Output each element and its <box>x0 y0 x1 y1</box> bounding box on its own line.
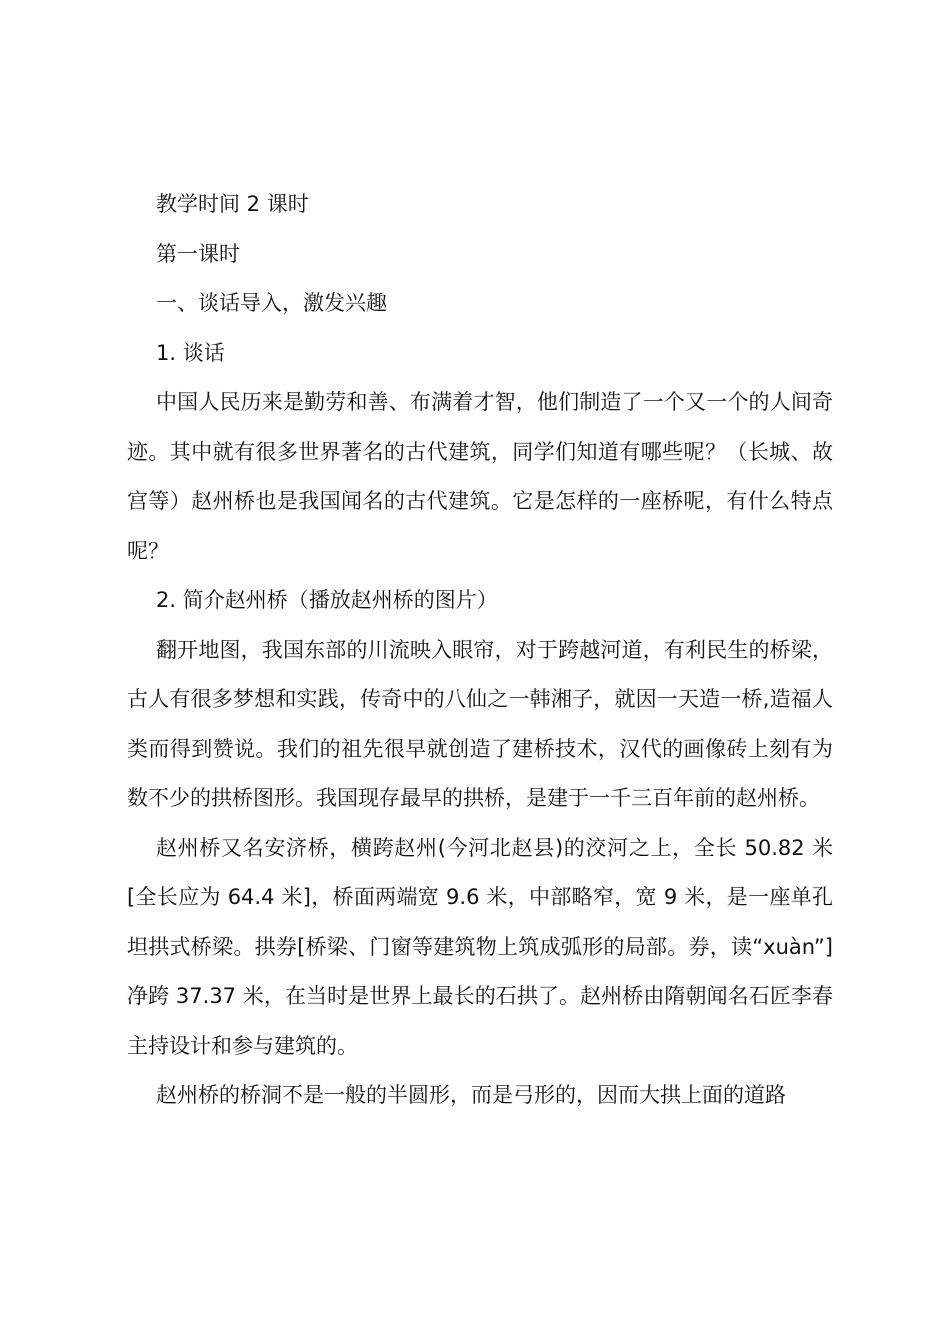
intro-paragraph: 中国人民历来是勤劳和善、布满着才智，他们制造了一个又一个的人间奇迹。其中就有很多世界著名的古代建筑，同学们知道有哪些呢？（长城、故宫等）赵州桥也是我国闻名的古代建筑。它是怎样的一座桥呢，有什么特点呢？ <box>127 390 833 563</box>
document-body <box>127 180 833 1121</box>
section-one-heading: 一、谈话导入，激发兴趣 <box>156 291 387 315</box>
teaching-time-line: 教学时间 2 课时 <box>156 192 309 216</box>
subsection-bridge-intro-heading: 2. 简介赵州桥（播放赵州桥的图片） <box>156 588 498 612</box>
map-paragraph: 翻开地图，我国东部的川流映入眼帘，对于跨越河道，有利民生的桥梁，古人有很多梦想和实践，传奇中的八仙之一韩湘子，就因一天造一桥,造福人类而得到赞说。我们的祖先很早就创造了建桥技术，汉代的画像砖上刻有为数不少的拱桥图形。我国现存最早的拱桥，是建于一千三百年前的赵州桥。 <box>127 637 833 810</box>
bridge-facts-paragraph: 赵州桥又名安济桥，横跨赵州(今河北赵县)的洨河之上，全长 50.82 米[全长应为 64.4 米]，桥面两端宽 9.6 米，中部略窄，宽 9 米，是一座单孔坦拱式桥梁。拱券[桥梁、门窗等建筑物上筑成弧形的局部。券，读“xuàn”]净跨 37.37 米，在当时是世界上最长的石拱了。赵州桥由隋朝闻名石匠李春主持设计和参与建筑的。 <box>127 835 833 1058</box>
bridge-arch-paragraph: 赵州桥的桥洞不是一般的半圆形，而是弓形的，因而大拱上面的道路 <box>156 1083 786 1107</box>
lesson-one-heading: 第一课时 <box>156 241 240 266</box>
subsection-talk-heading: 1. 谈话 <box>156 340 225 365</box>
